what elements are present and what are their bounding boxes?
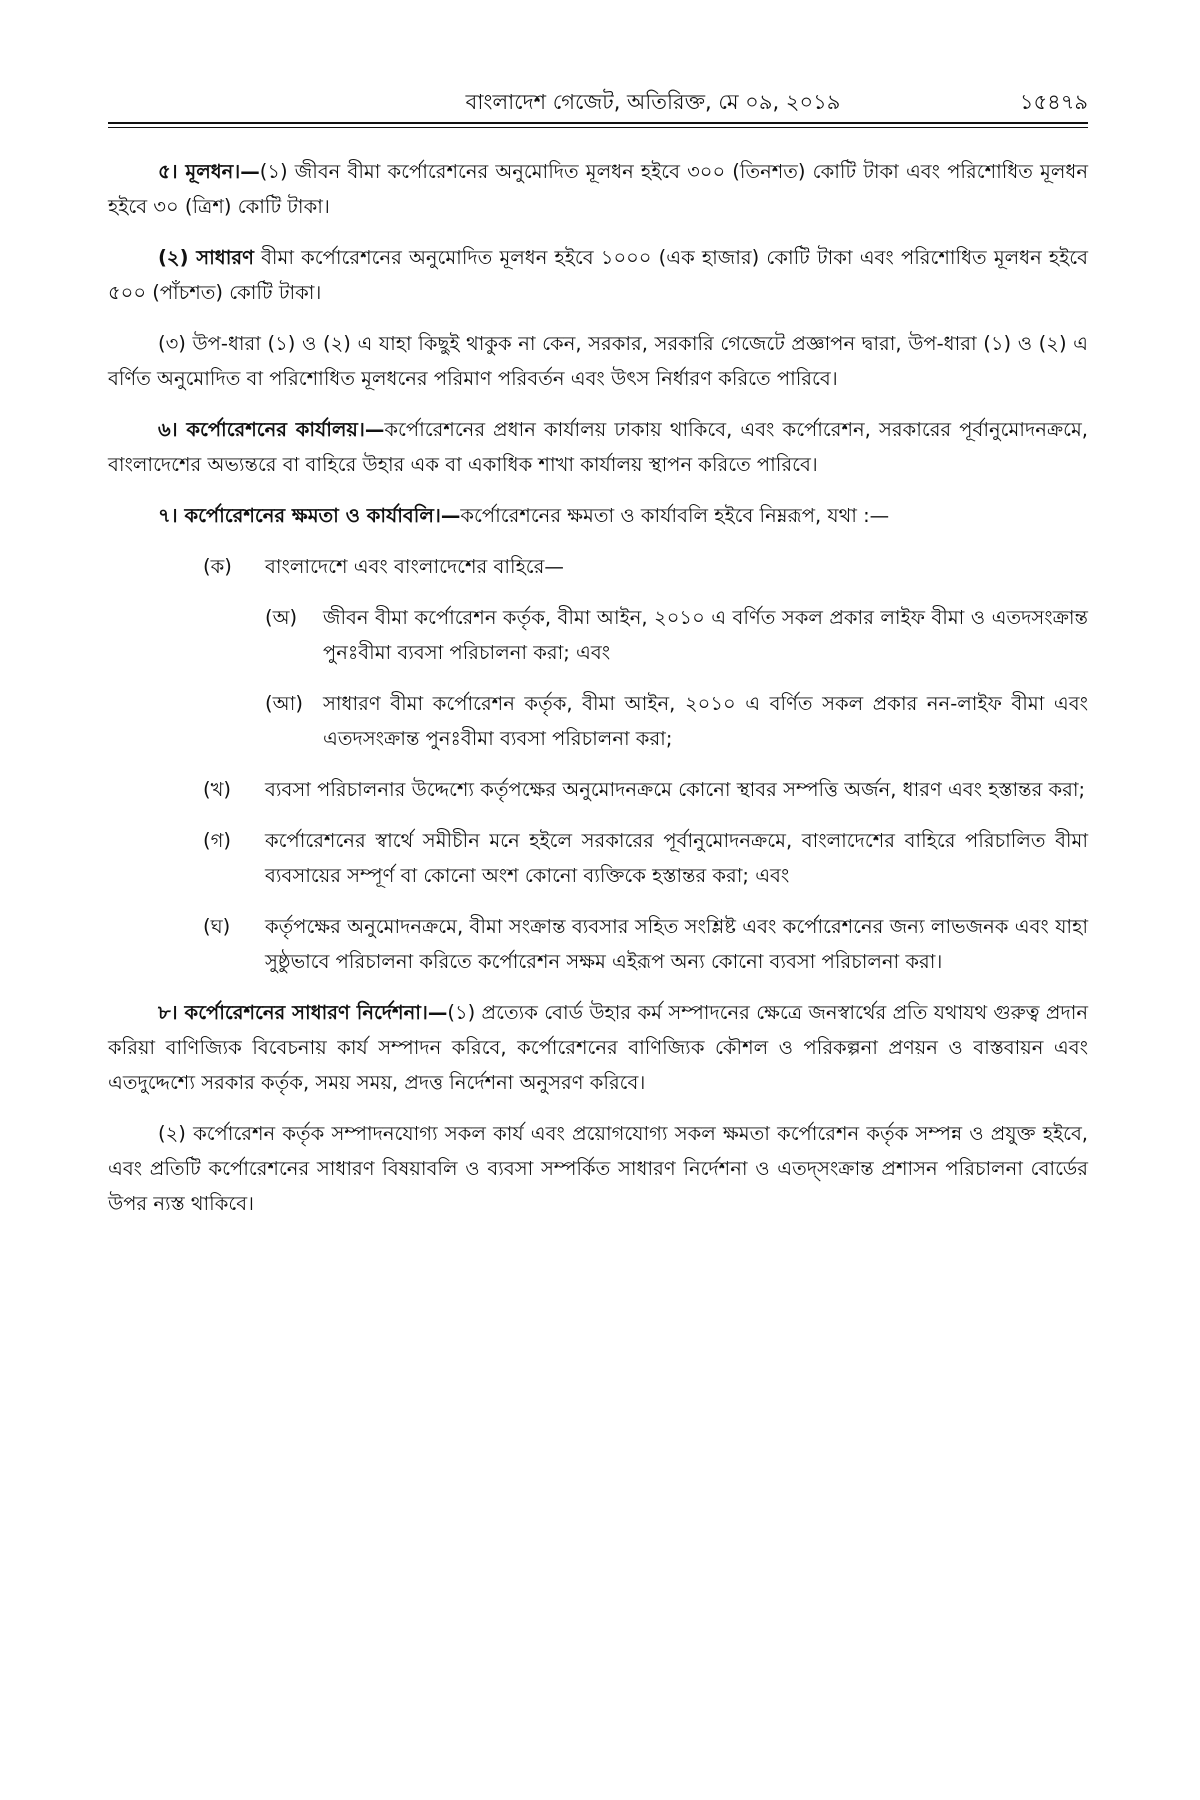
gazette-title: বাংলাদেশ গেজেট, অতিরিক্ত, মে ০৯, ২০১৯ <box>465 90 841 114</box>
clause-kha-text: ব্যবসা পরিচালনার উদ্দেশ্যে কর্তৃপক্ষের অনুমোদনক্রমে কোনো স্থাবর সম্পত্তি অর্জন, ধারণ এবং হস্তান্তর করা; <box>265 778 1086 801</box>
section-6-text: কর্পোরেশনের প্রধান কার্যালয় ঢাকায় থাকিবে, এবং কর্পোরেশন, সরকারের পূর্বানুমোদনক্রমে, বাংলাদেশের অভ্যন্তরে বা বাহিরে উহার এক বা একাধিক শাখা কার্যালয় স্থাপন করিতে পারিবে। <box>108 418 1088 476</box>
clause-gha-label: (ঘ) <box>203 915 231 938</box>
section-7-para <box>108 498 1088 533</box>
subclause-a-text: জীবন বীমা কর্পোরেশন কর্তৃক, বীমা আইন, ২০১০ এ বর্ণিত সকল প্রকার লাইফ বীমা ও এতদসংক্রান্ত পুনঃবীমা ব্যবসা পরিচালনা করা; এবং <box>323 606 1088 664</box>
section-5-heading: ৫। মূলধন।— <box>158 160 260 183</box>
clause-ga <box>203 823 1088 893</box>
section-6-para <box>108 412 1088 482</box>
clause-kha-label: (খ) <box>203 778 232 801</box>
section-5-para-1 <box>108 154 1088 224</box>
section-5-para-2 <box>108 240 1088 310</box>
section-8-para-2: (২) কর্পোরেশন কর্তৃক সম্পাদনযোগ্য সকল কার্য এবং প্রয়োগযোগ্য সকল ক্ষমতা কর্পোরেশন কর্তৃক সম্পন্ন ও প্রযুক্ত হইবে, এবং প্রতিটি কর্পোরেশনের সাধারণ বিষয়াবলি ও ব্যবসা সম্পর্কিত সাধারণ নির্দেশনা ও এতদ্সংক্রান্ত প্রশাসন পরিচালনা বোর্ডের উপর ন্যস্ত থাকিবে। <box>108 1122 1088 1215</box>
section-6-heading: ৬। কর্পোরেশনের কার্যালয়।— <box>158 418 385 441</box>
section-7-heading: ৭। কর্পোরেশনের ক্ষমতা ও কার্যাবলি।— <box>158 504 461 527</box>
header-rule-thick <box>108 122 1088 124</box>
page-header <box>108 78 1088 118</box>
subclause-a-label: (অ) <box>265 606 298 629</box>
section-5-text-1: (১) জীবন বীমা কর্পোরেশনের অনুমোদিত মূলধন হইবে ৩০০ (তিনশত) কোটি টাকা এবং পরিশোধিত মূলধন হইবে ৩০ (ত্রিশ) কোটি টাকা। <box>108 160 1088 218</box>
subclause-aa <box>265 686 1088 756</box>
clause-ga-text: কর্পোরেশনের স্বার্থে সমীচীন মনে হইলে সরকারের পূর্বানুমোদনক্রমে, বাংলাদেশের বাহিরে পরিচালিত বীমা ব্যবসায়ের সম্পূর্ণ বা কোনো অংশ কোনো ব্যক্তিকে হস্তান্তর করা; এবং <box>265 829 1088 887</box>
document-body <box>108 154 1088 1221</box>
clause-gha-text: কর্তৃপক্ষের অনুমোদনক্রমে, বীমা সংক্রান্ত ব্যবসার সহিত সংশ্লিষ্ট এবং কর্পোরেশনের জন্য লাভজনক এবং যাহা সুষ্ঠুভাবে পরিচালনা করিতে কর্পোরেশন সক্ষম এইরূপ অন্য কোনো ব্যবসা পরিচালনা করা। <box>265 915 1088 973</box>
page-number: ১৫৪৭৯ <box>1019 90 1088 114</box>
section-8-para-1 <box>108 995 1088 1100</box>
clause-ka-text: বাংলাদেশে এবং বাংলাদেশের বাহিরে— <box>265 555 564 578</box>
section-7-text: কর্পোরেশনের ক্ষমতা ও কার্যাবলি হইবে নিম্নরূপ, যথা :— <box>460 504 890 527</box>
clause-ga-label: (গ) <box>203 829 231 852</box>
section-5-sub-2-label: (২) সাধারণ <box>158 246 254 269</box>
clause-ka-label: (ক) <box>203 555 232 578</box>
subclause-aa-label: (আ) <box>265 692 303 715</box>
section-5-para-3: (৩) উপ-ধারা (১) ও (২) এ যাহা কিছুই থাকুক না কেন, সরকার, সরকারি গেজেটে প্রজ্ঞাপন দ্বারা, উপ-ধারা (১) ও (২) এ বর্ণিত অনুমোদিত বা পরিশোধিত মূলধনের পরিমাণ পরিবর্তন এবং উৎস নির্ধারণ করিতে পারিবে। <box>108 332 1088 390</box>
clause-ka <box>203 549 1088 584</box>
section-8-heading: ৮। কর্পোরেশনের সাধারণ নির্দেশনা।— <box>158 1001 448 1024</box>
header-rule-thin <box>108 127 1088 128</box>
clause-kha <box>203 772 1088 807</box>
subclause-a <box>265 600 1088 670</box>
clause-gha <box>203 909 1088 979</box>
subclause-aa-text: সাধারণ বীমা কর্পোরেশন কর্তৃক, বীমা আইন, ২০১০ এ বর্ণিত সকল প্রকার নন-লাইফ বীমা এবং এতদসংক্রান্ত পুনঃবীমা ব্যবসা পরিচালনা করা; <box>323 692 1088 750</box>
section-5-text-2: বীমা কর্পোরেশনের অনুমোদিত মূলধন হইবে ১০০০ (এক হাজার) কোটি টাকা এবং পরিশোধিত মূলধন হইবে ৫০০ (পাঁচশত) কোটি টাকা। <box>108 246 1088 304</box>
section-8-text-1: (১) প্রত্যেক বোর্ড উহার কর্ম সম্পাদনের ক্ষেত্রে জনস্বার্থের প্রতি যথাযথ গুরুত্ব প্রদান করিয়া বাণিজ্যিক বিবেচনায় কার্য সম্পাদন করিবে, কর্পোরেশনের বাণিজ্যিক কৌশল ও পরিকল্পনা প্রণয়ন ও বাস্তবায়ন এবং এতদুদ্দেশ্যে সরকার কর্তৃক, সময় সময়, প্রদত্ত নির্দেশনা অনুসরণ করিবে। <box>108 1001 1088 1094</box>
